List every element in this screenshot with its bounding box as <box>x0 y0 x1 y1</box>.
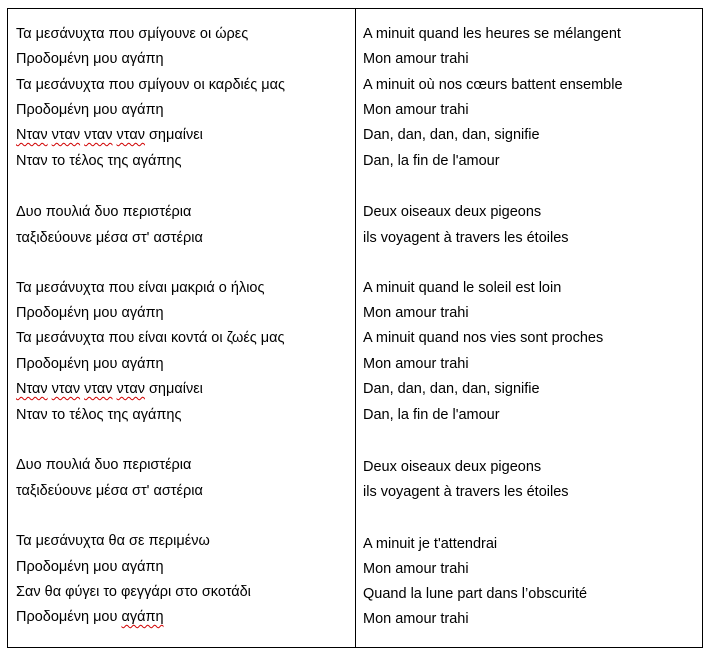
french-line: ils voyagent à travers les étoiles <box>363 230 569 246</box>
greek-line: Δυο πουλιά δυο περιστέρια <box>16 204 192 220</box>
french-line: Dan, dan, dan, dan, signifie <box>363 127 540 143</box>
misspelled-word[interactable]: νταν <box>51 127 81 143</box>
greek-line: Τα μεσάνυχτα που είναι κοντά οι ζωές μας <box>16 330 285 346</box>
misspelled-word[interactable]: αγάπη <box>121 609 164 625</box>
greek-word: σημαίνει <box>148 127 203 143</box>
french-line: Dan, la fin de l'amour <box>363 407 500 423</box>
french-line: Quand la lune part dans l’obscurité <box>363 586 588 602</box>
misspelled-word[interactable]: Νταν <box>16 381 48 397</box>
misspelled-word[interactable]: νταν <box>116 127 145 143</box>
misspelled-word[interactable]: νταν <box>84 127 113 143</box>
greek-line: Νταν το τέλος της αγάπης <box>16 407 182 423</box>
greek-line: Προδομένη μου αγάπη <box>16 356 164 372</box>
french-line: Dan, dan, dan, dan, signifie <box>363 381 540 397</box>
french-line: A minuit quand le soleil est loin <box>363 280 562 296</box>
greek-line: Τα μεσάνυχτα θα σε περιμένω <box>16 533 210 549</box>
misspelled-word[interactable]: νταν <box>51 381 81 397</box>
greek-word: σημαίνει <box>148 381 203 397</box>
greek-line: Τα μεσάνυχτα που σμίγουν οι καρδιές μας <box>16 77 285 93</box>
greek-column <box>8 9 356 647</box>
french-line: Deux oiseaux deux pigeons <box>363 459 542 475</box>
greek-line: Προδομένη μου αγάπη <box>16 559 164 575</box>
lyrics-table <box>7 8 703 648</box>
greek-line: Προδομένη μου αγάπη <box>16 305 164 321</box>
greek-line: Νταν το τέλος της αγάπης <box>16 153 182 169</box>
greek-line: Προδομένη μου αγάπη <box>16 102 164 118</box>
greek-line: Τα μεσάνυχτα που σμίγουνε οι ώρες <box>16 26 249 42</box>
french-line: Mon amour trahi <box>363 356 469 372</box>
greek-line <box>16 380 203 398</box>
misspelled-word[interactable]: νταν <box>84 381 113 397</box>
french-line: Deux oiseaux deux pigeons <box>363 204 542 220</box>
greek-line: Προδομένη μου αγάπη <box>16 51 164 67</box>
greek-word: Προδομένη μου <box>16 609 118 625</box>
greek-line: Τα μεσάνυχτα που είναι μακριά ο ήλιος <box>16 280 265 296</box>
greek-line <box>16 126 203 144</box>
french-line: Mon amour trahi <box>363 561 469 577</box>
greek-line: Δυο πουλιά δυο περιστέρια <box>16 457 192 473</box>
french-line: ils voyagent à travers les étoiles <box>363 484 569 500</box>
french-line: A minuit quand nos vies sont proches <box>363 330 604 346</box>
french-line: A minuit quand les heures se mélangent <box>363 26 621 42</box>
french-column <box>356 9 702 647</box>
misspelled-word[interactable]: Νταν <box>16 127 48 143</box>
french-line: A minuit je t'attendrai <box>363 536 498 552</box>
french-line: Mon amour trahi <box>363 51 469 67</box>
french-line: Mon amour trahi <box>363 305 469 321</box>
french-line: Mon amour trahi <box>363 611 469 627</box>
greek-line <box>16 608 164 626</box>
french-line: A minuit où nos cœurs battent ensemble <box>363 77 623 93</box>
greek-line: ταξιδεύουνε μέσα στ' αστέρια <box>16 483 203 499</box>
misspelled-word[interactable]: νταν <box>116 381 145 397</box>
greek-line: Σαν θα φύγει το φεγγάρι στο σκοτάδι <box>16 584 251 600</box>
french-line: Dan, la fin de l'amour <box>363 153 500 169</box>
french-line: Mon amour trahi <box>363 102 469 118</box>
greek-line: ταξιδεύουνε μέσα στ' αστέρια <box>16 230 203 246</box>
